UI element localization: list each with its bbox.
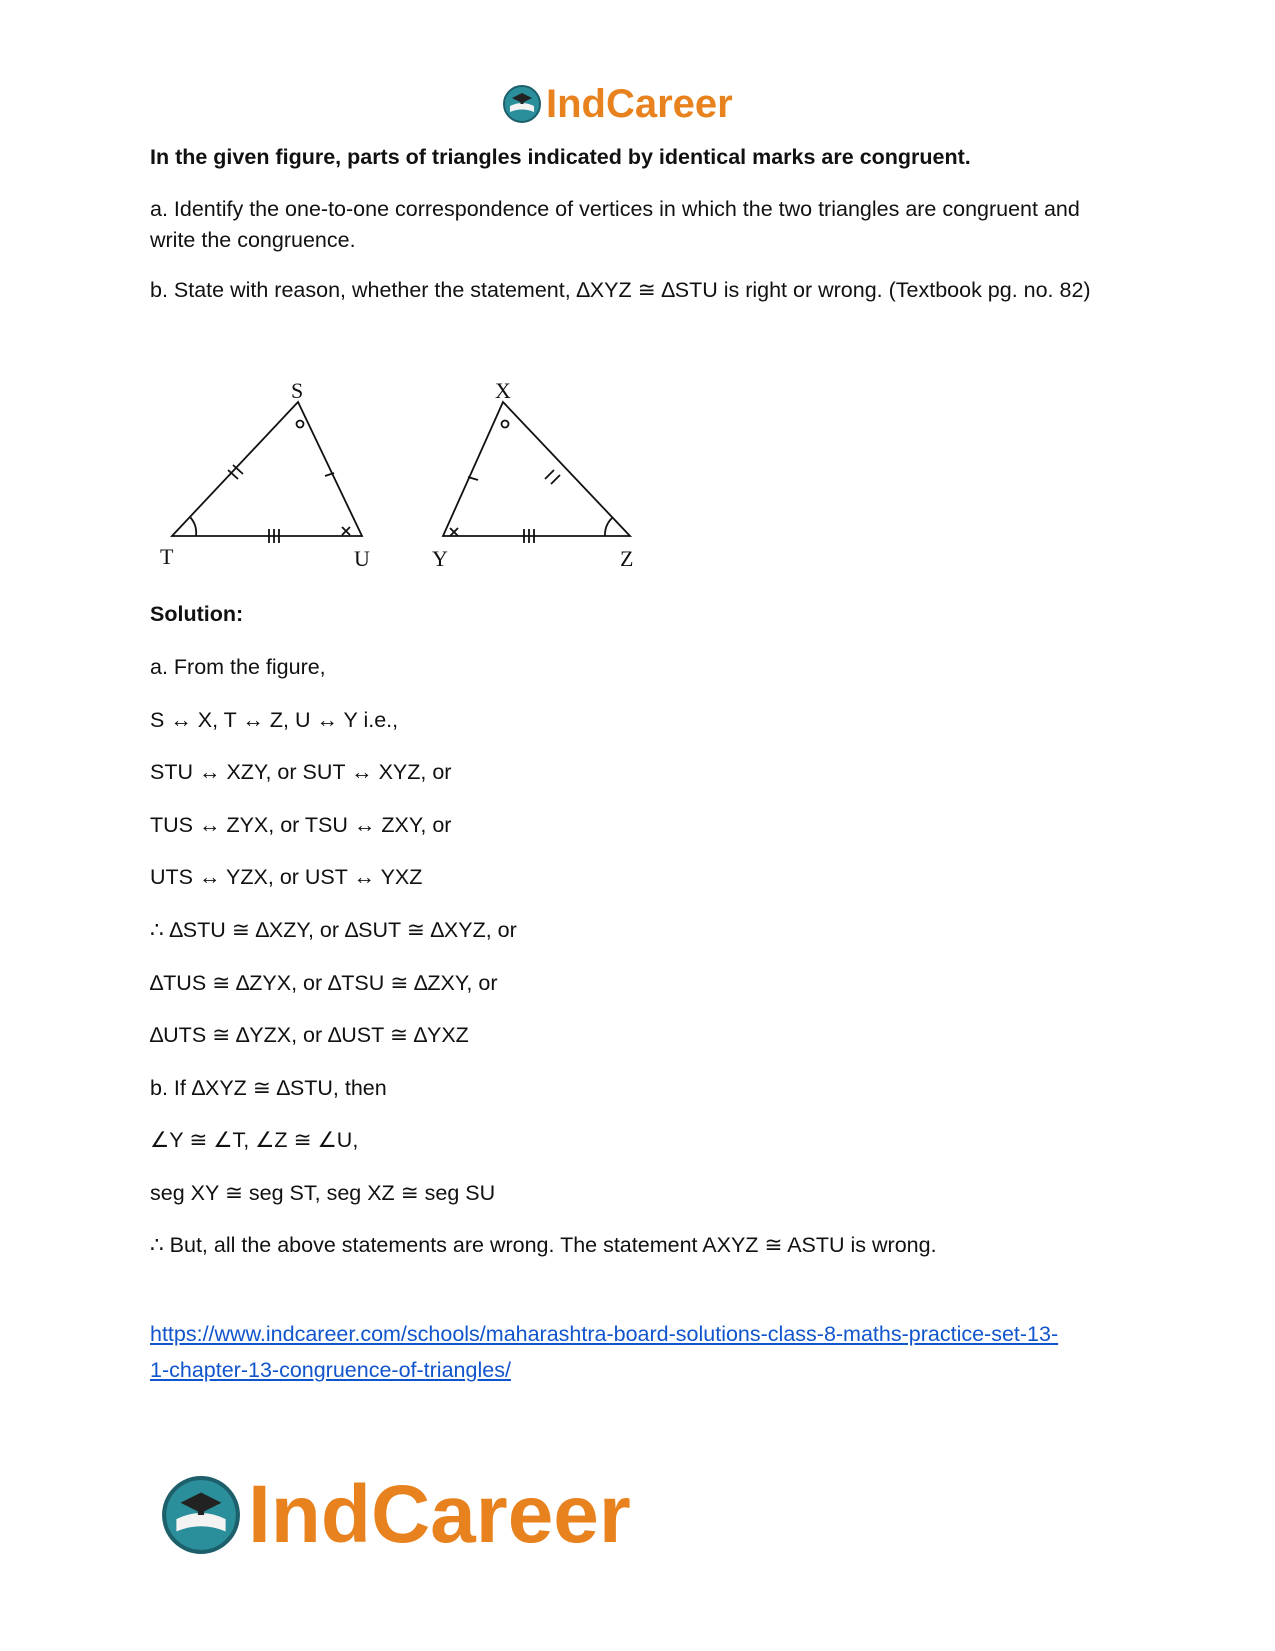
question-part-a (150, 194, 1130, 256)
source-link-block (150, 1316, 1130, 1388)
triangle-xyz (443, 402, 630, 543)
solution-line-1: a. From the figure, (150, 655, 326, 679)
question-part-a-text: a. Identify the one-to-one correspondence of vertices in which the two triangles are congruent and write the congruence. (150, 197, 1080, 252)
triangle-stu (172, 402, 362, 543)
solution-line (150, 1073, 1130, 1104)
solution-line-11: seg XY ≅ seg ST, seg XZ ≅ seg SU (150, 1181, 496, 1205)
solution-line (150, 1020, 1130, 1051)
globe-icon (502, 84, 542, 124)
solution-title: Solution: (150, 602, 244, 626)
question-block (150, 142, 1130, 173)
label-t: T (160, 544, 174, 569)
label-s: S (291, 378, 304, 403)
label-u: U (354, 546, 370, 571)
source-link-line-2: 1-chapter-13-congruence-of-triangles/ (150, 1358, 511, 1382)
solution-line-12: ∴ But, all the above statements are wrong. The statement AXYZ ≅ ASTU is wrong. (150, 1233, 937, 1257)
logo-wordmark: IndCareer (248, 1469, 631, 1560)
solution-line-2: S ↔ X, T ↔ Z, U ↔ Y i.e., (150, 708, 399, 732)
label-x: X (495, 378, 511, 403)
question-part-b (150, 275, 1130, 306)
source-link[interactable] (150, 1322, 1058, 1382)
solution-line (150, 915, 1130, 946)
solution-line (150, 968, 1130, 999)
triangles-figure (150, 378, 670, 593)
solution-line (150, 652, 1130, 683)
solution-line (150, 1178, 1130, 1209)
question-part-b-text: b. State with reason, whether the statement, ∆XYZ ≅ ∆STU is right or wrong. (Textbook pg. no. 82) (150, 278, 1091, 302)
solution-line (150, 862, 1130, 893)
solution-line (150, 1230, 1130, 1261)
solution-line-7: ∆TUS ≅ ∆ZYX, or ∆TSU ≅ ∆ZXY, or (150, 971, 498, 995)
solution-line-3: STU ↔ XZY, or SUT ↔ XYZ, or (150, 760, 452, 784)
solution-line (150, 1125, 1130, 1156)
question-heading: In the given figure, parts of triangles indicated by identical marks are congruent. (150, 145, 971, 169)
solution-line-4: TUS ↔ ZYX, or TSU ↔ ZXY, or (150, 813, 452, 837)
solution-title-wrap (150, 599, 1130, 630)
logo-wordmark: IndCareer (546, 82, 733, 126)
source-link-line-1: https://www.indcareer.com/schools/maharashtra-board-solutions-class-8-maths-practice-set-13- (150, 1322, 1059, 1346)
solution-line-9: b. If ∆XYZ ≅ ∆STU, then (150, 1076, 387, 1100)
solution-line (150, 705, 1130, 736)
indcareer-logo-top[interactable] (502, 80, 733, 128)
label-y: Y (432, 546, 448, 571)
solution-line-8: ∆UTS ≅ ∆YZX, or ∆UST ≅ ∆YXZ (150, 1023, 469, 1047)
solution-line-6: ∴ ∆STU ≅ ∆XZY, or ∆SUT ≅ ∆XYZ, or (150, 918, 517, 942)
solution-line-5: UTS ↔ YZX, or UST ↔ YXZ (150, 865, 423, 889)
indcareer-logo-bottom[interactable] (160, 1470, 631, 1560)
globe-icon (160, 1474, 242, 1556)
label-z: Z (620, 546, 634, 571)
solution-line-10: ∠Y ≅ ∠T, ∠Z ≅ ∠U, (150, 1128, 359, 1152)
solution-line (150, 810, 1130, 841)
solution-line (150, 757, 1130, 788)
